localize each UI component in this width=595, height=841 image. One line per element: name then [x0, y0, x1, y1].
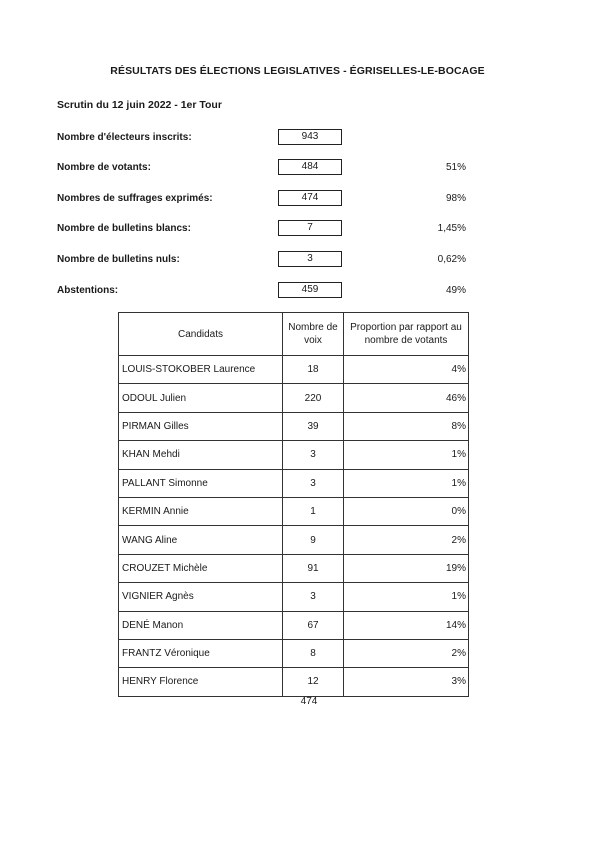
candidate-name: DENÉ Manon	[119, 611, 283, 639]
stat-value-box: 484	[278, 159, 342, 175]
table-row	[119, 469, 469, 497]
header-candidates: Candidats	[119, 313, 283, 356]
candidate-percentage: 1%	[344, 583, 469, 611]
stat-label: Nombre de bulletins blancs:	[57, 223, 191, 234]
candidate-percentage: 1%	[344, 469, 469, 497]
table-row	[119, 356, 469, 384]
table-row	[119, 554, 469, 582]
stat-label: Nombre de bulletins nuls:	[57, 254, 180, 265]
stat-label: Nombres de suffrages exprimés:	[57, 193, 213, 204]
ballot-subtitle: Scrutin du 12 juin 2022 - 1er Tour	[57, 99, 222, 111]
table-row	[119, 611, 469, 639]
stat-row-blank	[0, 220, 595, 240]
table-row	[119, 639, 469, 667]
stat-label: Nombre d'électeurs inscrits:	[57, 132, 192, 143]
table-row	[119, 497, 469, 525]
votes-total: 474	[300, 696, 318, 707]
table-header-row	[119, 313, 469, 356]
stat-row-abstentions	[0, 282, 595, 302]
candidate-name: VIGNIER Agnès	[119, 583, 283, 611]
candidate-votes: 3	[283, 469, 344, 497]
stat-row-expressed	[0, 190, 595, 210]
candidate-percentage: 8%	[344, 412, 469, 440]
candidate-percentage: 19%	[344, 554, 469, 582]
table-row	[119, 384, 469, 412]
candidate-votes: 39	[283, 412, 344, 440]
candidate-votes: 3	[283, 583, 344, 611]
stat-percentage: 98%	[445, 193, 466, 204]
stat-value-box: 459	[278, 282, 342, 298]
stat-row-voters	[0, 159, 595, 179]
candidate-name: KERMIN Annie	[119, 497, 283, 525]
stat-row-registered	[0, 129, 595, 149]
candidate-name: WANG Aline	[119, 526, 283, 554]
stat-row-null	[0, 251, 595, 271]
candidate-votes: 8	[283, 639, 344, 667]
table-row	[119, 668, 469, 696]
stat-value-box: 943	[278, 129, 342, 145]
table-row	[119, 583, 469, 611]
candidate-name: LOUIS-STOKOBER Laurence	[119, 356, 283, 384]
stat-value-box: 7	[278, 220, 342, 236]
candidate-name: HENRY Florence	[119, 668, 283, 696]
table-row	[119, 526, 469, 554]
document-title: RÉSULTATS DES ÉLECTIONS LEGISLATIVES - ÉGRISELLES-LE-BOCAGE	[110, 65, 485, 77]
candidate-percentage: 3%	[344, 668, 469, 696]
candidate-percentage: 14%	[344, 611, 469, 639]
candidate-percentage: 4%	[344, 356, 469, 384]
candidate-votes: 1	[283, 497, 344, 525]
stat-value-box: 474	[278, 190, 342, 206]
candidate-percentage: 46%	[344, 384, 469, 412]
candidate-votes: 220	[283, 384, 344, 412]
candidate-votes: 67	[283, 611, 344, 639]
candidate-percentage: 2%	[344, 526, 469, 554]
candidate-name: ODOUL Julien	[119, 384, 283, 412]
candidate-name: PALLANT Simonne	[119, 469, 283, 497]
candidate-percentage: 1%	[344, 441, 469, 469]
stat-percentage: 1,45%	[437, 223, 466, 234]
stat-percentage: 0,62%	[437, 254, 466, 265]
header-proportion: Proportion par rapport au nombre de votants	[344, 313, 469, 356]
candidate-votes: 3	[283, 441, 344, 469]
candidate-name: PIRMAN Gilles	[119, 412, 283, 440]
stat-label: Nombre de votants:	[57, 162, 151, 173]
candidate-votes: 18	[283, 356, 344, 384]
table-row	[119, 412, 469, 440]
header-votes: Nombre de voix	[283, 313, 344, 356]
candidate-name: KHAN Mehdi	[119, 441, 283, 469]
candidate-name: FRANTZ Véronique	[119, 639, 283, 667]
stat-percentage: 49%	[445, 285, 466, 296]
candidate-votes: 12	[283, 668, 344, 696]
results-table	[118, 312, 469, 697]
candidate-percentage: 2%	[344, 639, 469, 667]
candidate-votes: 91	[283, 554, 344, 582]
candidate-name: CROUZET Michèle	[119, 554, 283, 582]
table-row	[119, 441, 469, 469]
stat-percentage: 51%	[445, 162, 466, 173]
candidate-votes: 9	[283, 526, 344, 554]
stat-label: Abstentions:	[57, 285, 119, 296]
candidate-percentage: 0%	[344, 497, 469, 525]
stat-value-box: 3	[278, 251, 342, 267]
